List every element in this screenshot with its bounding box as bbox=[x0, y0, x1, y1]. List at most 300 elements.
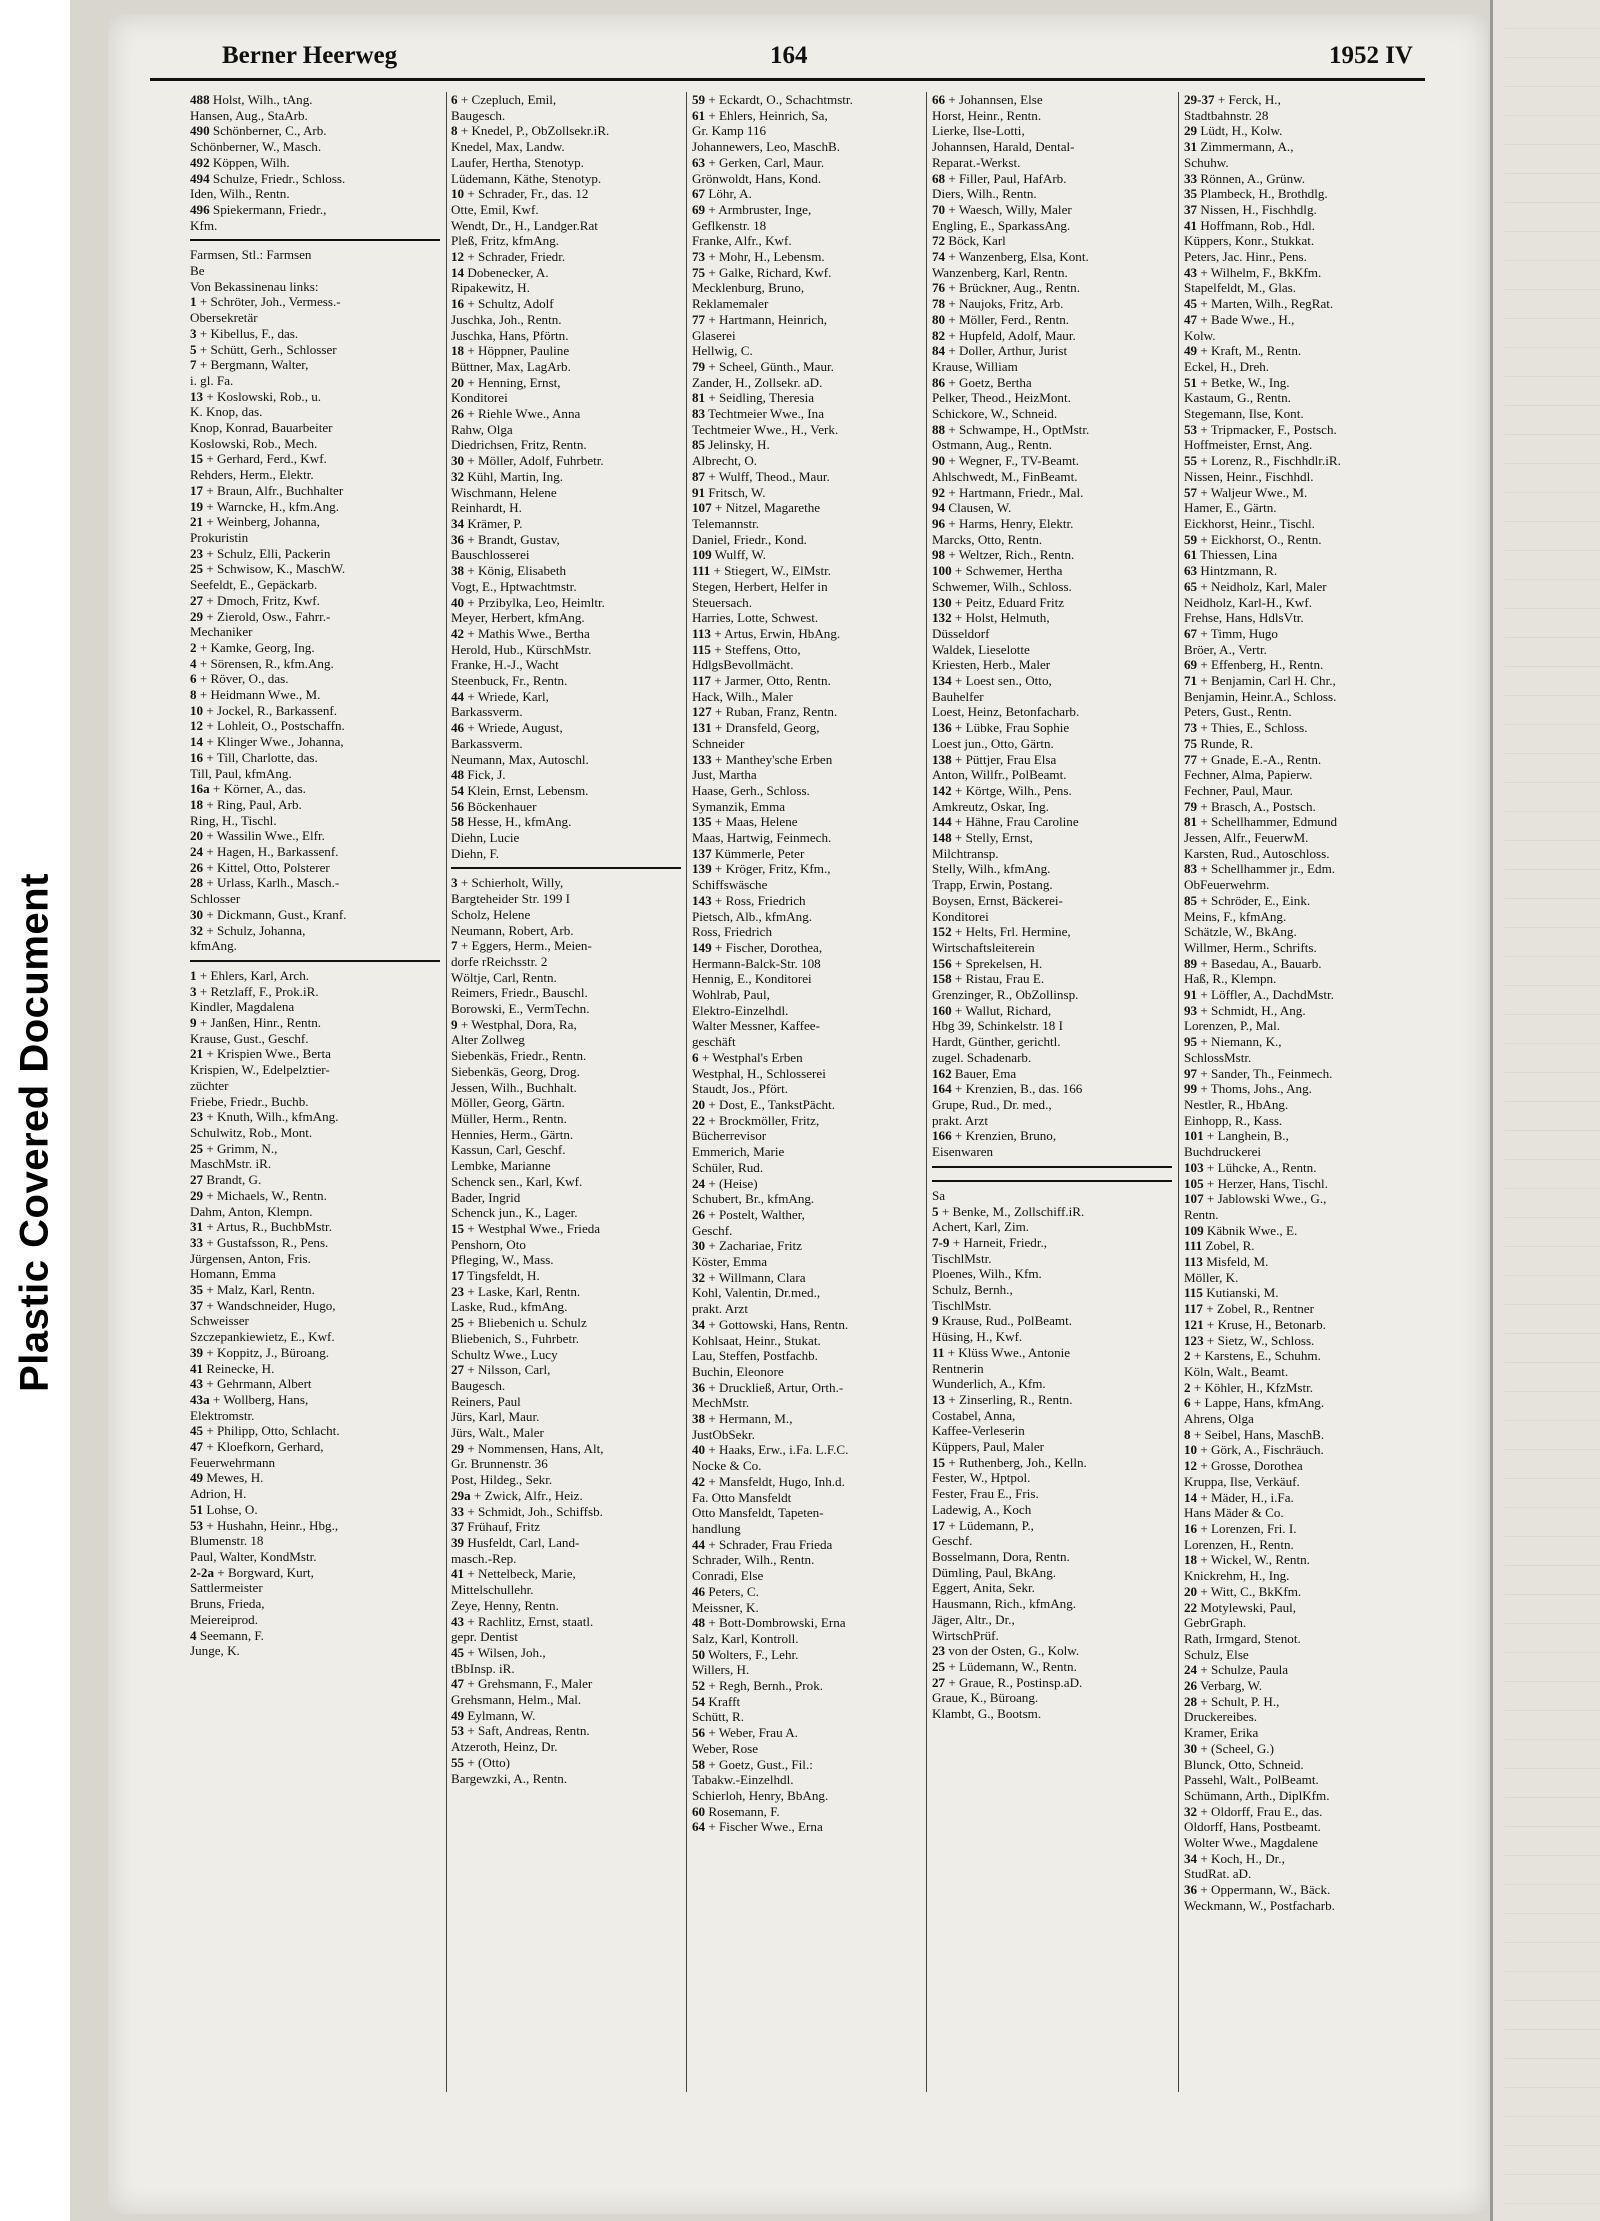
directory-entry: 6 + Czepluch, Emil, bbox=[451, 92, 557, 107]
directory-entry: Hbg 39, Schinkelstr. 18 I bbox=[932, 1018, 1063, 1034]
directory-entry: 8 + Heidmann Wwe., M. bbox=[190, 687, 321, 703]
directory-entry: 46 + Wriede, August, bbox=[451, 720, 563, 736]
directory-entry: 107 + Jablowski Wwe., G., bbox=[1184, 1191, 1327, 1207]
directory-entry: 32 + Oldorff, Frau E., das. bbox=[1184, 1803, 1323, 1819]
directory-entry: Lau, Steffen, Postfachb. bbox=[692, 1348, 818, 1364]
directory-entry: Costabel, Anna, bbox=[932, 1407, 1016, 1423]
directory-entry: Knop, Konrad, Bauarbeiter bbox=[190, 420, 333, 436]
directory-entry: Schneider bbox=[692, 735, 745, 751]
directory-entry: 27 + Dmoch, Fritz, Kwf. bbox=[190, 592, 320, 608]
directory-entry: Glaserei bbox=[692, 327, 736, 343]
directory-entry: Ahrens, Olga bbox=[1184, 1411, 1254, 1427]
directory-entry: 32 + Schulz, Johanna, bbox=[190, 922, 306, 938]
directory-entry: 33 Rönnen, A., Grünw. bbox=[1184, 170, 1305, 186]
directory-entry: Reklamemaler bbox=[692, 296, 769, 312]
directory-entry: Schönberner, W., Masch. bbox=[190, 139, 322, 155]
directory-entry: 143 + Ross, Friedrich bbox=[692, 892, 806, 908]
directory-entry: 45 + Marten, Wilh., RegRat. bbox=[1184, 296, 1334, 312]
directory-entry: 23 + Schulz, Elli, Packerin bbox=[190, 545, 331, 561]
directory-entry: Amkreutz, Oskar, Ing. bbox=[932, 798, 1049, 814]
directory-entry: 73 + Mohr, H., Lebensm. bbox=[692, 249, 825, 265]
directory-entry: Jürgensen, Anton, Fris. bbox=[190, 1250, 311, 1266]
directory-entry: Reparat.-Werkst. bbox=[932, 154, 1021, 170]
directory-entry: 16 + Lorenzen, Fri. I. bbox=[1184, 1520, 1297, 1536]
directory-entry: Schickore, W., Schneid. bbox=[932, 406, 1058, 422]
column-4 bbox=[932, 92, 1172, 1722]
column-divider bbox=[686, 92, 687, 2092]
column-3 bbox=[692, 92, 922, 1835]
directory-entry: Mecklenburg, Bruno, bbox=[692, 280, 805, 296]
directory-entry: Oldorff, Hans, Postbeamt. bbox=[1184, 1819, 1321, 1835]
directory-entry: 2 + Kamke, Georg, Ing. bbox=[190, 639, 315, 655]
directory-entry: Friebe, Friedr., Buchb. bbox=[190, 1093, 309, 1109]
directory-entry: 48 + Bott-Dombrowski, Erna bbox=[692, 1615, 846, 1631]
directory-entry: 49 Mewes, H. bbox=[190, 1470, 264, 1486]
header-street: Berner Heerweg bbox=[222, 42, 398, 69]
directory-entry: 98 + Weltzer, Rich., Rentn. bbox=[932, 547, 1075, 563]
directory-entry: 103 + Lühcke, A., Rentn. bbox=[1184, 1159, 1317, 1175]
directory-entry: 85 + Schröder, E., Eink. bbox=[1184, 892, 1311, 908]
directory-entry: masch.-Rep. bbox=[451, 1550, 517, 1566]
directory-entry: Weber, Rose bbox=[692, 1740, 759, 1756]
directory-entry: 7 + Bergmann, Walter, bbox=[190, 357, 309, 373]
column-5 bbox=[1184, 92, 1424, 1914]
directory-entry: Symanzik, Emma bbox=[692, 798, 786, 814]
directory-entry: Schenck sen., Karl, Kwf. bbox=[451, 1173, 583, 1189]
directory-entry: 89 + Basedau, A., Bauarb. bbox=[1184, 955, 1322, 971]
directory-entry: 117 + Jarmer, Otto, Rentn. bbox=[692, 673, 831, 689]
directory-entry: Möller, Georg, Gärtn. bbox=[451, 1095, 565, 1111]
directory-entry: 149 + Fischer, Dorothea, bbox=[692, 939, 823, 955]
directory-entry: 43 + Wilhelm, F., BkKfm. bbox=[1184, 264, 1322, 280]
directory-entry: Wendt, Dr., H., Landger.Rat bbox=[451, 217, 598, 233]
directory-entry: Rahw, Olga bbox=[451, 421, 513, 437]
directory-entry: Anton, Willfr., PolBeamt. bbox=[932, 767, 1067, 783]
left-label-strip bbox=[0, 0, 70, 2221]
directory-entry: 123 + Sietz, W., Schloss. bbox=[1184, 1332, 1315, 1348]
directory-entry: Willers, H. bbox=[692, 1662, 750, 1678]
directory-entry: Diehn, F. bbox=[451, 845, 500, 861]
directory-entry: 488 Holst, Wilh., tAng. bbox=[190, 92, 313, 107]
directory-entry: 82 + Hupfeld, Adolf, Maur. bbox=[932, 327, 1076, 343]
directory-entry: 55 + (Otto) bbox=[451, 1754, 511, 1770]
directory-entry: 47 + Grehsmann, F., Maler bbox=[451, 1676, 593, 1692]
directory-entry: 113 + Artus, Erwin, HbAng. bbox=[692, 625, 841, 641]
directory-entry: Küppers, Paul, Maler bbox=[932, 1439, 1045, 1455]
directory-entry: Feuerwehrmann bbox=[190, 1454, 276, 1470]
directory-entry: 30 + Dickmann, Gust., Kranf. bbox=[190, 906, 347, 922]
directory-entry: Fa. Otto Mansfeldt bbox=[692, 1489, 792, 1505]
directory-entry: 9 + Westphal, Dora, Ra, bbox=[451, 1016, 577, 1032]
directory-entry: Pelker, Theod., HeizMont. bbox=[932, 390, 1071, 406]
directory-entry: Horst, Heinr., Rentn. bbox=[932, 107, 1042, 123]
directory-entry: 43 + Rachlitz, Ernst, staatl. bbox=[451, 1613, 594, 1629]
directory-entry: Neumann, Max, Autoschl. bbox=[451, 751, 589, 767]
directory-entry: 47 + Kloefkorn, Gerhard, bbox=[190, 1439, 324, 1455]
directory-entry: Hardt, Günther, gerichtl. bbox=[932, 1034, 1061, 1050]
directory-entry: Harries, Lotte, Schwest. bbox=[692, 610, 819, 626]
directory-entry: Hack, Wilh., Maler bbox=[692, 688, 793, 704]
directory-entry: 25 + Bliebenich u. Schulz bbox=[451, 1315, 587, 1331]
directory-entry: 79 + Scheel, Günth., Maur. bbox=[692, 358, 834, 374]
directory-entry: 44 + Wriede, Karl, bbox=[451, 688, 549, 704]
directory-entry: 26 + Kittel, Otto, Polsterer bbox=[190, 859, 330, 875]
column-divider bbox=[446, 92, 447, 2092]
directory-entry: Iden, Wilh., Rentn. bbox=[190, 186, 290, 202]
directory-entry: Ostmann, Aug., Rentn. bbox=[932, 437, 1053, 453]
directory-entry: 32 + Willmann, Clara bbox=[692, 1269, 806, 1285]
directory-entry: Penshorn, Oto bbox=[451, 1236, 526, 1252]
directory-entry: Baugesch. bbox=[451, 1377, 506, 1393]
directory-entry: 24 + (Heise) bbox=[692, 1175, 758, 1191]
directory-entry: Druckereibes. bbox=[1184, 1709, 1258, 1725]
directory-entry: 11 + Klüss Wwe., Antonie bbox=[932, 1344, 1071, 1360]
directory-entry: Blumenstr. 18 bbox=[190, 1533, 264, 1549]
directory-entry: 45 + Wilsen, Joh., bbox=[451, 1644, 546, 1660]
directory-entry: Ahlschwedt, M., FinBeamt. bbox=[932, 468, 1078, 484]
directory-entry: Ring, H., Tischl. bbox=[190, 812, 277, 828]
directory-entry: Schuhw. bbox=[1184, 154, 1229, 170]
directory-entry: 20 + Dost, E., TankstPächt. bbox=[692, 1097, 835, 1112]
directory-entry: Hamer, E., Gärtn. bbox=[1184, 500, 1277, 516]
directory-entry: Laske, Rud., kfmAng. bbox=[451, 1299, 568, 1315]
page-number: 164 bbox=[770, 42, 808, 69]
directory-entry: 2 + Karstens, E., Schuhm. bbox=[1184, 1348, 1321, 1364]
directory-entry: 71 + Benjamin, Carl H. Chr., bbox=[1184, 673, 1336, 689]
directory-entry: HdlgsBevollmächt. bbox=[692, 657, 794, 673]
directory-entry: Rentn. bbox=[1184, 1206, 1219, 1222]
directory-entry: 23 von der Osten, G., Kolw. bbox=[932, 1643, 1080, 1659]
directory-entry: 13 + Zinserling, R., Rentn. bbox=[932, 1391, 1073, 1407]
directory-entry: 14 + Klinger Wwe., Johanna, bbox=[190, 734, 344, 750]
directory-entry: 35 + Malz, Karl, Rentn. bbox=[190, 1282, 315, 1298]
directory-entry: tBbInsp. iR. bbox=[451, 1660, 515, 1676]
directory-entry: 68 + Filler, Paul, HafArb. bbox=[932, 170, 1067, 186]
directory-entry: Diedrichsen, Fritz, Rentn. bbox=[451, 437, 587, 453]
directory-entry: 21 + Weinberg, Johanna, bbox=[190, 514, 320, 530]
directory-entry: 29 + Zierold, Osw., Fahrr.- bbox=[190, 608, 331, 624]
header-year: 1952 IV bbox=[1328, 42, 1413, 69]
directory-entry: Till, Paul, kfmAng. bbox=[190, 765, 292, 781]
directory-entry: 13 + Koslowski, Rob., u. bbox=[190, 388, 322, 404]
directory-entry: Barkassverm. bbox=[451, 735, 523, 751]
directory-entry: Franke, H.-J., Wacht bbox=[451, 657, 559, 673]
directory-entry: 39 Husfeldt, Carl, Land- bbox=[451, 1534, 580, 1550]
directory-entry: Siebenkäs, Friedr., Rentn. bbox=[451, 1048, 587, 1064]
directory-entry: 29a + Zwick, Alfr., Heiz. bbox=[451, 1487, 583, 1503]
directory-entry: Kramer, Erika bbox=[1184, 1725, 1259, 1741]
directory-entry: Bader, Ingrid bbox=[451, 1189, 521, 1205]
directory-entry: Kohl, Valentin, Dr.med., bbox=[692, 1285, 821, 1301]
directory-entry: 131 + Dransfeld, Georg, bbox=[692, 720, 820, 736]
directory-entry: 494 Schulze, Friedr., Schloss. bbox=[190, 170, 346, 186]
directory-entry: 115 Kutianski, M. bbox=[1184, 1285, 1279, 1301]
directory-entry: 96 + Harms, Henry, Elektr. bbox=[932, 515, 1074, 531]
directory-entry: 37 Nissen, H., Fischhdlg. bbox=[1184, 201, 1317, 217]
directory-entry: 14 + Mäder, H., i.Fa. bbox=[1184, 1489, 1294, 1505]
directory-entry: 38 + König, Elisabeth bbox=[451, 563, 567, 579]
directory-entry: Buchin, Eleonore bbox=[692, 1363, 784, 1379]
directory-entry: Kriesten, Herb., Maler bbox=[932, 657, 1051, 673]
directory-entry: Bargewzki, A., Rentn. bbox=[451, 1770, 568, 1786]
directory-entry: Achert, Karl, Zim. bbox=[932, 1219, 1030, 1235]
directory-entry: Hüsing, H., Kwf. bbox=[932, 1329, 1023, 1345]
directory-entry: Siebenkäs, Georg, Drog. bbox=[451, 1063, 580, 1079]
directory-entry: Jessen, Alfr., FeuerwM. bbox=[1184, 830, 1309, 846]
directory-entry: 6 + Westphal's Erben bbox=[692, 1049, 803, 1065]
column-2 bbox=[451, 92, 681, 1786]
column-divider bbox=[926, 92, 927, 2092]
directory-entry: Lembke, Marianne bbox=[451, 1158, 551, 1174]
directory-entry: Hausmann, Rich., kfmAng. bbox=[932, 1596, 1077, 1612]
directory-entry: 15 + Westphal Wwe., Frieda bbox=[451, 1220, 601, 1236]
directory-entry: Zander, H., Zollsekr. aD. bbox=[692, 374, 823, 390]
directory-entry: 26 + Riehle Wwe., Anna bbox=[451, 406, 581, 422]
directory-entry: Stadtbahnstr. 28 bbox=[1184, 107, 1269, 123]
directory-entry: 26 Verbarg, W. bbox=[1184, 1678, 1263, 1694]
directory-entry: Telemannstr. bbox=[692, 515, 760, 531]
directory-entry: 23 + Knuth, Wilh., kfmAng. bbox=[190, 1109, 339, 1125]
street-rule bbox=[190, 960, 440, 962]
directory-entry: 83 + Schellhammer jr., Edm. bbox=[1184, 861, 1336, 877]
directory-entry: Lorenzen, H., Rentn. bbox=[1184, 1536, 1294, 1552]
directory-entry: Geschf. bbox=[692, 1222, 733, 1238]
directory-entry: Emmerich, Marie bbox=[692, 1144, 785, 1160]
directory-entry: ObFeuerwehrm. bbox=[1184, 877, 1270, 893]
directory-entry: 26 + Postelt, Walther, bbox=[692, 1206, 805, 1222]
plastic-covered-label: Plastic Covered Document bbox=[12, 873, 57, 1392]
directory-entry: Bliebenich, S., Fuhrbetr. bbox=[451, 1330, 580, 1346]
directory-entry: Junge, K. bbox=[190, 1643, 240, 1659]
directory-entry: 61 Thiessen, Lina bbox=[1184, 547, 1278, 563]
directory-entry: JustObSekr. bbox=[692, 1426, 755, 1442]
page-header bbox=[150, 34, 1425, 81]
directory-entry: 107 + Nitzel, Magarethe bbox=[692, 500, 821, 516]
directory-entry: Otte, Emil, Kwf. bbox=[451, 201, 539, 217]
directory-entry: 95 + Niemann, K., bbox=[1184, 1034, 1282, 1050]
directory-entry: Bauschlosserei bbox=[451, 547, 530, 563]
directory-entry: 7-9 + Harneit, Friedr., bbox=[932, 1234, 1048, 1250]
directory-entry: 28 + Schult, P. H., bbox=[1184, 1693, 1280, 1709]
directory-entry: 100 + Schwemer, Hertha bbox=[932, 563, 1063, 579]
directory-entry: 73 + Thies, E., Schloss. bbox=[1184, 720, 1308, 736]
directory-entry: 2-2a + Borgward, Kurt, bbox=[190, 1564, 314, 1580]
directory-entry: Krause, William bbox=[932, 358, 1018, 374]
directory-entry: 7 + Eggers, Herm., Meien- bbox=[451, 938, 592, 954]
directory-entry: Hoffmeister, Ernst, Ang. bbox=[1184, 437, 1313, 453]
directory-entry: 74 + Wanzenberg, Elsa, Kont. bbox=[932, 249, 1089, 265]
directory-entry: 10 + Görk, A., Fischräuch. bbox=[1184, 1442, 1324, 1458]
directory-entry: 88 + Schwampe, H., OptMstr. bbox=[932, 421, 1090, 437]
directory-entry: Meissner, K. bbox=[692, 1599, 759, 1615]
directory-entry: 33 + Gustafsson, R., Pens. bbox=[190, 1234, 329, 1250]
directory-entry: 29 Lüdt, H., Kolw. bbox=[1184, 123, 1283, 139]
directory-entry: geschäft bbox=[692, 1034, 736, 1050]
directory-entry: 40 + Przibylka, Leo, Heimltr. bbox=[451, 594, 605, 610]
directory-entry: 87 + Wulff, Theod., Maur. bbox=[692, 468, 830, 484]
directory-entry: Jürs, Walt., Maler bbox=[451, 1425, 544, 1441]
directory-entry: 49 + Kraft, M., Rentn. bbox=[1184, 343, 1302, 359]
directory-entry: Dümling, Paul, BkAng. bbox=[932, 1564, 1057, 1580]
directory-entry: Ripakewitz, H. bbox=[451, 280, 530, 296]
directory-entry: Graue, K., Büroang. bbox=[932, 1690, 1039, 1706]
directory-entry: 54 Krafft bbox=[692, 1693, 741, 1709]
directory-entry: Fester, W., Hptpol. bbox=[932, 1470, 1031, 1486]
directory-entry: 496 Spiekermann, Friedr., bbox=[190, 201, 327, 217]
directory-entry: Schulz, Bernh., bbox=[932, 1282, 1013, 1298]
directory-entry: Wöltje, Carl, Rentn. bbox=[451, 969, 557, 985]
directory-entry: Scholz, Helene bbox=[451, 906, 531, 922]
directory-entry: Kindler, Magdalena bbox=[190, 999, 295, 1015]
directory-entry: 37 Frühauf, Fritz bbox=[451, 1519, 541, 1535]
directory-entry: 47 + Bade Wwe., H., bbox=[1184, 311, 1295, 327]
directory-entry: Gr. Brunnenstr. 36 bbox=[451, 1456, 548, 1472]
directory-entry: 57 + Waljeur Wwe., M. bbox=[1184, 484, 1308, 500]
directory-entry: Wolter Wwe., Magdalene bbox=[1184, 1835, 1318, 1851]
directory-entry: 29 + Michaels, W., Rentn. bbox=[190, 1187, 327, 1203]
directory-entry: Weckmann, W., Postfacharb. bbox=[1184, 1897, 1335, 1913]
directory-entry: Just, Martha bbox=[692, 767, 757, 783]
directory-entry: 12 + Grosse, Dorothea bbox=[1184, 1458, 1303, 1474]
directory-entry: Reimers, Friedr., Bauschl. bbox=[451, 985, 588, 1001]
directory-entry: 111 Zobel, R. bbox=[1184, 1238, 1255, 1254]
directory-entry: Stegemann, Ilse, Kont. bbox=[1184, 406, 1304, 422]
directory-entry: Schüler, Rud. bbox=[692, 1159, 764, 1175]
directory-entry: Peters, Jac. Hinr., Pens. bbox=[1184, 249, 1307, 265]
directory-entry: 52 + Regh, Bernh., Prok. bbox=[692, 1678, 824, 1694]
directory-entry: Trapp, Erwin, Postang. bbox=[932, 877, 1053, 893]
directory-entry: 17 Tingsfeldt, H. bbox=[451, 1268, 540, 1284]
directory-entry: Elektro-Einzelhdl. bbox=[692, 1002, 789, 1018]
directory-entry: Dahm, Anton, Klempn. bbox=[190, 1203, 313, 1219]
directory-entry: Wischmann, Helene bbox=[451, 484, 557, 500]
directory-entry: Grönwoldt, Hans, Kond. bbox=[692, 170, 822, 186]
directory-entry: Schulz, Else bbox=[1184, 1646, 1249, 1662]
directory-entry: Meiereiprod. bbox=[190, 1611, 258, 1627]
street-rule bbox=[190, 239, 440, 241]
directory-entry: 60 Rosemann, F. bbox=[692, 1803, 780, 1819]
directory-entry: Loest jun., Otto, Gärtn. bbox=[932, 735, 1054, 751]
directory-entry: 39 + Koppitz, J., Büroang. bbox=[190, 1344, 330, 1360]
directory-entry: Waldek, Lieselotte bbox=[932, 641, 1030, 657]
directory-entry: Wanzenberg, Karl, Rentn. bbox=[932, 264, 1068, 280]
directory-entry: Kassun, Carl, Geschf. bbox=[451, 1142, 566, 1158]
directory-entry: Geflkenstr. 18 bbox=[692, 217, 767, 233]
directory-entry: 158 + Ristau, Frau E. bbox=[932, 971, 1045, 987]
directory-entry: 6 + Röver, O., das. bbox=[190, 671, 289, 687]
directory-entry: Juschka, Hans, Pförtn. bbox=[451, 327, 569, 343]
directory-entry: Vogt, E., Hptwachtmstr. bbox=[451, 578, 577, 594]
directory-entry: Eisenwaren bbox=[932, 1144, 994, 1160]
directory-entry: Schubert, Br., kfmAng. bbox=[692, 1191, 815, 1207]
directory-entry: Johannewers, Leo, MaschB. bbox=[692, 139, 840, 155]
directory-entry: Neumann, Robert, Arb. bbox=[451, 922, 574, 938]
directory-entry: Frehse, Hans, HdlsVtr. bbox=[1184, 610, 1304, 626]
directory-entry: Nissen, Heinr., Fischhdl. bbox=[1184, 468, 1314, 484]
directory-entry: Knedel, Max, Landw. bbox=[451, 139, 565, 155]
directory-entry: Fechner, Paul, Maur. bbox=[1184, 782, 1293, 798]
directory-entry: Krause, Gust., Geschf. bbox=[190, 1030, 309, 1046]
directory-entry: Schenck jun., K., Lager. bbox=[451, 1205, 578, 1221]
directory-entry: 28 + Urlass, Karlh., Masch.- bbox=[190, 875, 340, 891]
directory-entry: Rath, Irmgard, Stenot. bbox=[1184, 1630, 1301, 1646]
directory-entry: 37 + Wandschneider, Hugo, bbox=[190, 1297, 336, 1313]
directory-entry: 132 + Holst, Helmuth, bbox=[932, 610, 1050, 626]
directory-entry: 5 + Benke, M., Zollschiff.iR. bbox=[932, 1203, 1085, 1219]
directory-entry: Kolw. bbox=[1184, 327, 1216, 343]
directory-entry: 29-37 + Ferck, H., bbox=[1184, 92, 1281, 107]
directory-entry: Ladewig, A., Koch bbox=[932, 1501, 1032, 1517]
directory-entry: 63 + Gerken, Carl, Maur. bbox=[692, 154, 825, 170]
directory-entry: Paul, Walter, KondMstr. bbox=[190, 1548, 317, 1564]
directory-entry: 127 + Ruban, Franz, Rentn. bbox=[692, 704, 838, 720]
directory-entry: Eggert, Anita, Sekr. bbox=[932, 1580, 1035, 1596]
directory-entry: 6 + Lappe, Hans, kfmAng. bbox=[1184, 1395, 1325, 1411]
directory-entry: Johannsen, Harald, Dental- bbox=[932, 139, 1075, 155]
directory-entry: 53 + Hushahn, Heinr., Hbg., bbox=[190, 1517, 339, 1533]
directory-entry: 15 + Ruthenberg, Joh., Kelln. bbox=[932, 1454, 1087, 1470]
directory-entry: Engling, E., SparkassAng. bbox=[932, 217, 1071, 233]
directory-entry: 33 + Schmidt, Joh., Schiffsb. bbox=[451, 1503, 603, 1519]
directory-entry: Kaffee-Verleserin bbox=[932, 1423, 1025, 1439]
directory-entry: Müller, Herm., Rentn. bbox=[451, 1111, 567, 1126]
directory-entry: Fechner, Alma, Papierw. bbox=[1184, 767, 1313, 783]
directory-entry: Ross, Friedrich bbox=[692, 924, 773, 940]
directory-entry: 99 + Thoms, Johs., Ang. bbox=[1184, 1081, 1312, 1097]
directory-entry: prakt. Arzt bbox=[932, 1112, 988, 1128]
directory-entry: 38 + Hermann, M., bbox=[692, 1411, 793, 1427]
directory-entry: 45 + Philipp, Otto, Schlacht. bbox=[190, 1423, 340, 1439]
directory-entry: 80 + Möller, Ferd., Rentn. bbox=[932, 311, 1070, 327]
directory-entry: Steenbuck, Fr., Rentn. bbox=[451, 673, 568, 689]
directory-entry: SchlossMstr. bbox=[1184, 1049, 1252, 1065]
directory-entry: 56 Böckenhauer bbox=[451, 798, 537, 814]
directory-entry: 134 + Loest sen., Otto, bbox=[932, 673, 1052, 689]
directory-entry: 50 Wolters, F., Lehr. bbox=[692, 1646, 799, 1662]
directory-entry: dorfe rReichsstr. 2 bbox=[451, 953, 548, 969]
column-divider bbox=[1178, 92, 1179, 2092]
directory-entry: Schlosser bbox=[190, 891, 241, 907]
directory-entry: Schümann, Arth., DiplKfm. bbox=[1184, 1787, 1330, 1803]
directory-entry: 46 Peters, C. bbox=[692, 1583, 759, 1599]
directory-entry: StudRat. aD. bbox=[1184, 1866, 1252, 1882]
directory-entry: 97 + Sander, Th., Feinmech. bbox=[1184, 1065, 1333, 1081]
directory-entry: Mechaniker bbox=[190, 624, 253, 640]
directory-entry: 20 + Henning, Ernst, bbox=[451, 374, 561, 390]
directory-entry: Nestler, R., HbAng. bbox=[1184, 1097, 1289, 1112]
directory-entry: Grenzinger, R., ObZollinsp. bbox=[932, 987, 1079, 1003]
directory-entry: Adrion, H. bbox=[190, 1486, 247, 1502]
directory-entry: 83 Techtmeier Wwe., Ina bbox=[692, 406, 825, 422]
directory-entry: Alter Zollweg bbox=[451, 1032, 525, 1048]
directory-entry: 9 Krause, Rud., PolBeamt. bbox=[932, 1313, 1073, 1329]
directory-entry: 86 + Goetz, Bertha bbox=[932, 374, 1032, 390]
directory-entry: 23 + Laske, Karl, Rentn. bbox=[451, 1283, 581, 1299]
directory-entry: 12 + Schrader, Friedr. bbox=[451, 249, 566, 265]
directory-entry: Köln, Walt., Beamt. bbox=[1184, 1363, 1289, 1379]
directory-entry: 77 + Gnade, E.-A., Rentn. bbox=[1184, 751, 1322, 767]
directory-entry: Bosselmann, Dora, Rentn. bbox=[932, 1548, 1070, 1564]
directory-entry: 25 + Grimm, N., bbox=[190, 1140, 278, 1156]
directory-entry: Reinhardt, H. bbox=[451, 500, 522, 516]
directory-entry: Schulwitz, Rob., Mont. bbox=[190, 1125, 313, 1140]
directory-entry: 34 + Gottowski, Hans, Rentn. bbox=[692, 1316, 849, 1332]
directory-entry: Klambt, G., Bootsm. bbox=[932, 1706, 1042, 1722]
directory-entry: 44 + Schrader, Frau Frieda bbox=[692, 1536, 833, 1552]
directory-entry: K. Knop, das. bbox=[190, 404, 263, 420]
directory-entry: 41 + Nettelbeck, Marie, bbox=[451, 1566, 576, 1582]
directory-entry: 18 + Wickel, W., Rentn. bbox=[1184, 1552, 1310, 1568]
